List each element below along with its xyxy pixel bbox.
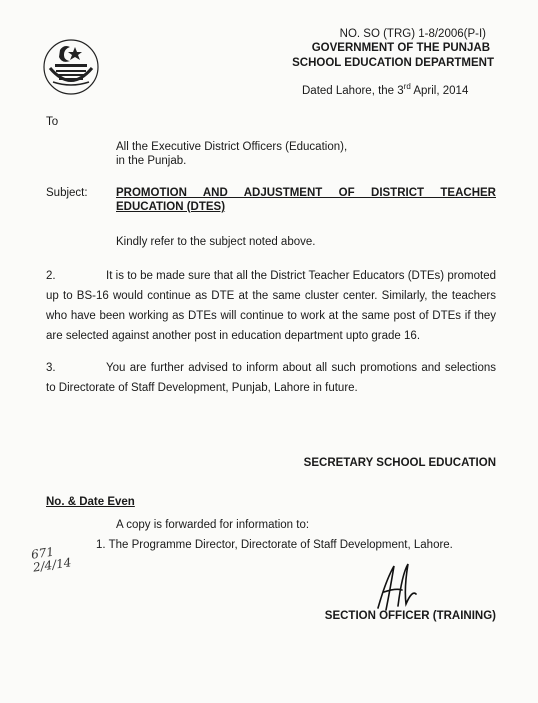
secretary-signature-block: SECRETARY SCHOOL EDUCATION [303,457,496,469]
punjab-government-emblem-icon [42,38,100,96]
to-label: To [46,116,59,128]
copy-forwarded-line: A copy is forwarded for information to: [116,519,310,531]
officer-signature-icon [372,560,420,615]
subject-title-line-2: EDUCATION (DTES) [116,201,226,213]
handwritten-receipt-note: 671 2/4/14 [30,544,73,575]
paragraph-3-text: You are further advised to inform about all such promotions and selections to Directorate of Staff Development, Punjab, Lahore in future. [46,362,496,394]
subject-title-line-1: PROMOTION AND ADJUSTMENT OF DISTRICT TEACHER [116,187,496,199]
no-and-date-even: No. & Date Even [46,496,135,508]
reference-number: NO. SO (TRG) 1-8/2006(P-I) [339,28,486,40]
department-heading: SCHOOL EDUCATION DEPARTMENT [292,57,494,69]
paragraph-3-number: 3. [46,362,56,374]
paragraph-3 [46,358,496,398]
addressee-line-2: in the Punjab. [116,155,187,167]
government-heading: GOVERNMENT OF THE PUNJAB [311,42,490,54]
copy-recipient-1: 1. The Programme Director, Directorate of Staff Development, Lahore. [96,539,453,551]
paragraph-2-number: 2. [46,270,56,282]
paragraph-2-text: It is to be made sure that all the District Teacher Educators (DTEs) promoted up to BS-16 would continue as DTE at the same cluster center. Similarly, the teachers who have been working as DTEs will continue to work at the same post of DTEs if they are selected against another post in education department upto grade 16. [46,270,496,342]
document-date: Dated Lahore, the 3rd April, 2014 [302,82,469,97]
section-officer-signature-block: SECTION OFFICER (TRAINING) [324,610,496,622]
subject-label: Subject: [46,187,88,199]
addressee-line-1: All the Executive District Officers (Education), [116,141,348,153]
intro-paragraph: Kindly refer to the subject noted above. [116,236,316,248]
paragraph-2 [46,266,496,346]
